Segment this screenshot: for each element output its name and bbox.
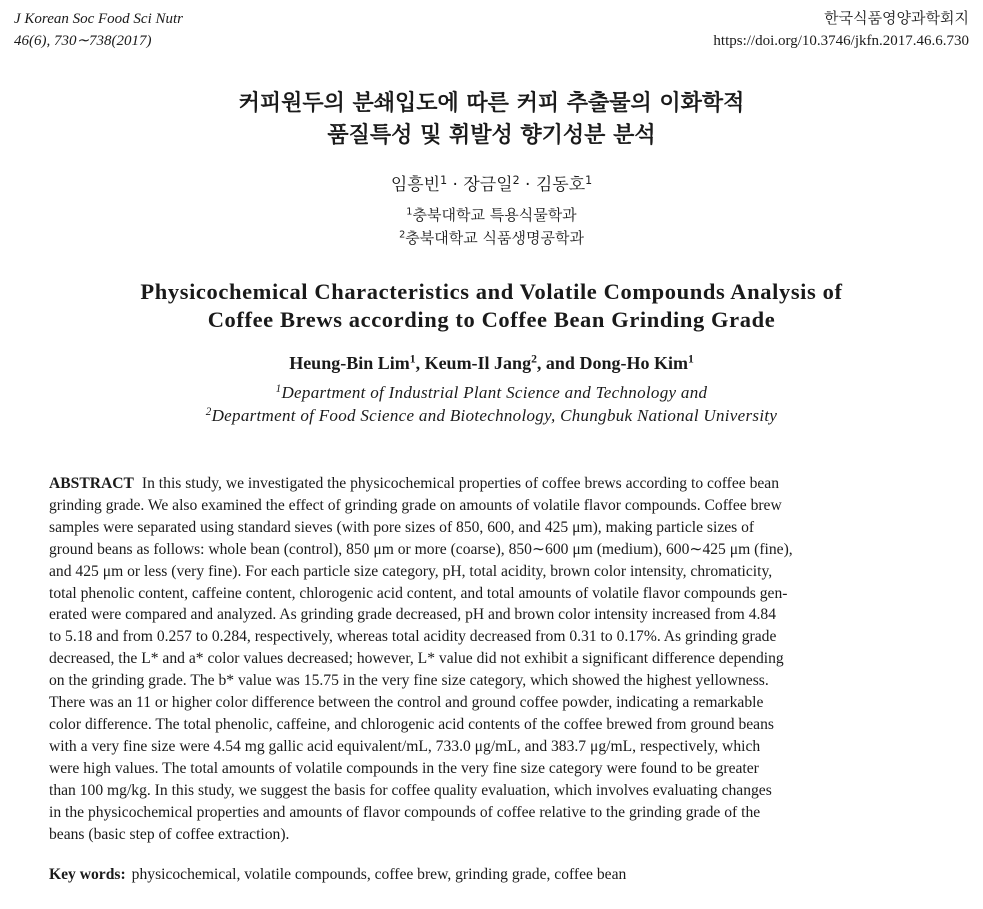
author-kr-1	[391, 175, 447, 195]
keywords	[49, 864, 935, 886]
author-sup: 1	[440, 173, 448, 187]
english-affiliation-2	[0, 404, 983, 427]
author-sup: 2	[531, 352, 537, 366]
abstract-line: than 100 mg/kg. In this study, we suggest the basis for coffee quality evaluation, which involves evaluating changes	[49, 781, 772, 799]
abstract-line: erated were compared and analyzed. As grinding grade decreased, pH and brown color intensity increased from 4.84	[49, 606, 776, 624]
author-en-2	[425, 353, 537, 373]
abstract-line: total phenolic content, caffeine content, chlorogenic acid content, and total amounts of volatile flavor compounds gen-	[49, 584, 788, 602]
affiliation-text: Department of Food Science and Biotechnology, Chungbuk National University	[211, 406, 778, 425]
author-name: 김동호	[535, 175, 586, 195]
abstract-line: samples were separated using standard sieves (with pore sizes of 850, 600, and 425 μm), making particle sizes of	[49, 518, 755, 536]
abstract-line: In this study, we investigated the physicochemical properties of coffee brews according to coffee bean	[141, 475, 780, 492]
korean-title-line2: 품질특성 및 휘발성 향기성분 분석	[327, 123, 656, 148]
volume-pages: 46(6), 730∼738(2017)	[14, 33, 152, 49]
abstract-line: color difference. The total phenolic, caffeine, and chlorogenic acid contents of the coffee brewed from ground beans	[49, 715, 774, 733]
keywords-text: physicochemical, volatile compounds, coffee brew, grinding grade, coffee bean	[131, 866, 627, 883]
author-name: Dong-Ho Kim	[579, 353, 688, 373]
abstract-line: There was an 11 or higher color difference between the control and ground coffee powder, indicating a remarkable	[49, 694, 764, 712]
korean-title-line1: 커피원두의 분쇄입도에 따른 커피 추출물의 이화학적	[238, 91, 745, 116]
author-name: Keum-Il Jang	[424, 353, 532, 373]
author-kr-3	[536, 175, 592, 195]
author-en-3	[579, 353, 693, 373]
affiliation-text: 충북대학교 식품생명공학과	[405, 229, 584, 247]
abstract-line: ground beans as follows: whole bean (control), 850 μm or more (coarse), 850∼600 μm (medium), 600∼425 μm (fine),	[49, 540, 793, 558]
abstract	[49, 473, 935, 845]
affiliation-sup: 1	[275, 382, 282, 395]
abstract-label: ABSTRACT	[49, 475, 134, 492]
society-header	[713, 8, 969, 52]
affiliation-text: 충북대학교 특용식물학과	[412, 206, 577, 224]
author-sup: 2	[512, 173, 520, 187]
english-affiliation-1	[0, 381, 983, 404]
english-title-line1: Physicochemical Characteristics and Volatile Compounds Analysis of	[140, 279, 843, 304]
english-authors	[0, 350, 983, 376]
journal-name: J Korean Soc Food Sci Nutr	[14, 11, 184, 27]
society-name-kr: 한국식품영양과학회지	[824, 11, 969, 27]
author-sep: ·	[447, 175, 464, 195]
english-title-line2: Coffee Brews according to Coffee Bean Grinding Grade	[207, 307, 776, 332]
author-name: 임흥빈	[390, 175, 441, 195]
author-en-1	[289, 353, 415, 373]
journal-header	[14, 8, 183, 52]
abstract-line: grinding grade. We also examined the effect of grinding grade on amounts of volatile flavor compounds. Coffee brew	[49, 496, 782, 514]
korean-affiliation-2	[0, 227, 983, 250]
author-sup: 1	[585, 173, 593, 187]
abstract-line: on the grinding grade. The b* value was 15.75 in the very fine size category, which showed the highest yellowness.	[49, 672, 769, 690]
abstract-line: to 5.18 and from 0.257 to 0.284, respectively, whereas total acidity decreased from 0.31 to 0.17%. As grinding grade	[49, 628, 777, 646]
korean-affiliations	[0, 204, 983, 250]
abstract-line: with a very fine size were 4.54 mg gallic acid equivalent/mL, 733.0 μg/mL, and 383.7 μg/mL, respectively, which	[49, 737, 761, 755]
abstract-line: beans (basic step of coffee extraction).	[49, 825, 290, 843]
affiliation-sup: 2	[205, 405, 212, 418]
english-affiliations	[0, 381, 983, 427]
affiliation-sup: 1	[406, 206, 413, 218]
abstract-line: were high values. The total amounts of volatile compounds in the very fine size category were found to be greater	[49, 759, 759, 777]
author-sep: ·	[519, 175, 536, 195]
author-sup: 1	[409, 352, 416, 366]
abstract-line: in the physicochemical properties and amounts of flavor compounds of coffee relative to the grinding grade of the	[49, 803, 761, 821]
author-kr-2	[463, 175, 519, 195]
abstract-line: decreased, the L* and a* color values decreased; however, L* value did not exhibit a significant difference depending	[49, 650, 784, 668]
korean-authors	[0, 172, 983, 198]
affiliation-text: Department of Industrial Plant Science and Technology and	[281, 383, 708, 402]
author-name: Heung-Bin Lim	[289, 353, 410, 373]
abstract-line: and 425 μm or less (very fine). For each particle size category, pH, total acidity, brown color intensity, chromaticity,	[49, 562, 773, 580]
author-name: 장금일	[463, 175, 513, 195]
korean-title	[0, 88, 983, 152]
affiliation-sup: 2	[399, 229, 406, 241]
english-title	[0, 278, 983, 334]
doi-link[interactable]: https://doi.org/10.3746/jkfn.2017.46.6.730	[713, 33, 969, 49]
korean-affiliation-1	[0, 204, 983, 227]
keywords-label: Key words:	[49, 866, 126, 883]
author-sep: , and	[536, 353, 580, 373]
author-sep: ,	[415, 353, 425, 373]
author-sup: 1	[687, 352, 694, 366]
